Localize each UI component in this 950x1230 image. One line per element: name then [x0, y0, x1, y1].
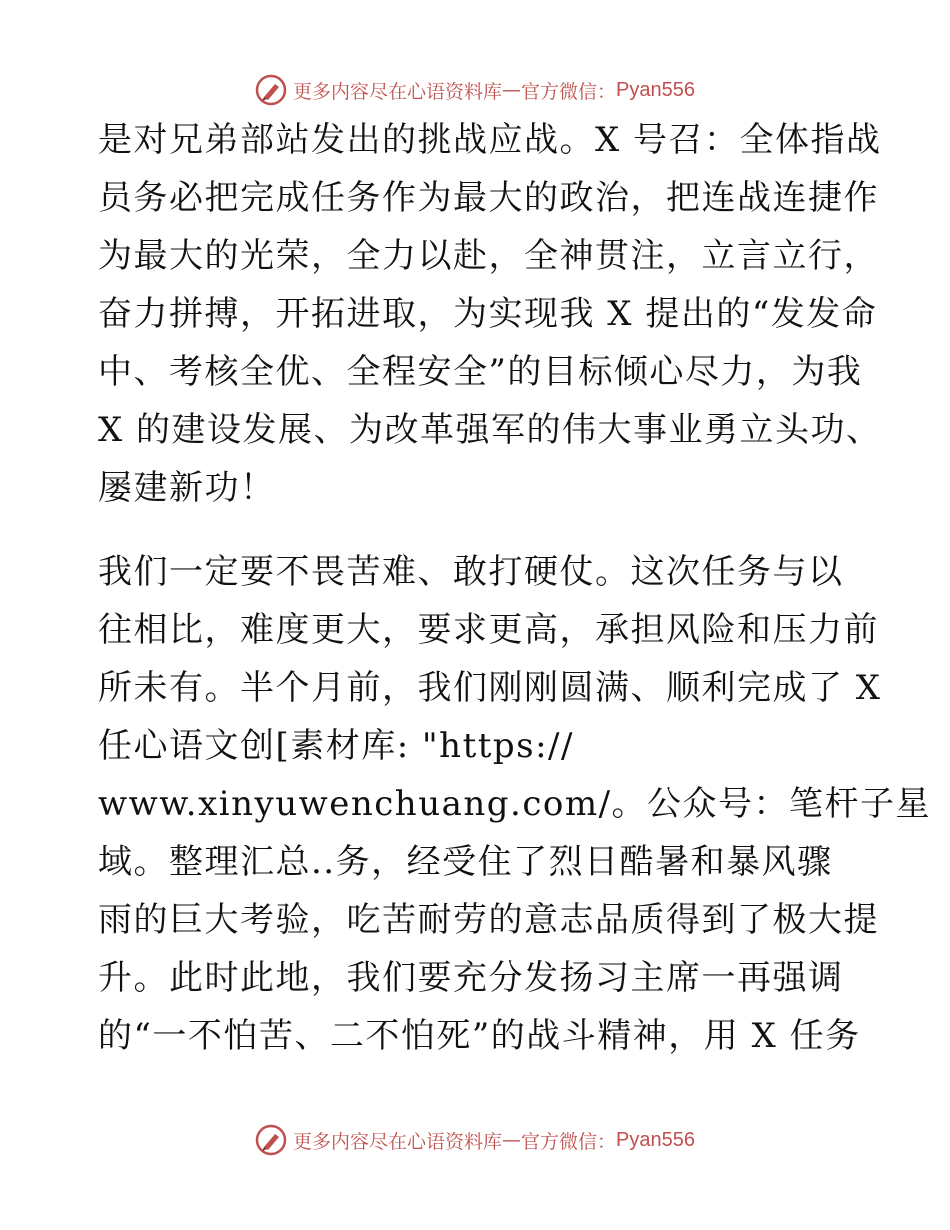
body-line: 是对兄弟部站发出的挑战应战。X 号召：全体指战: [98, 120, 882, 160]
body-line: 员务必把完成任务作为最大的政治，把连战连捷作: [98, 178, 879, 218]
footer-wechat-label: 官方微信：: [521, 1130, 617, 1153]
pen-logo-icon: [255, 1124, 287, 1156]
body-line: 屡建新功！: [98, 468, 276, 508]
header-site-text: 更多内容尽在心语资料库: [293, 80, 503, 103]
header-wechat-label: 官方微信：: [521, 80, 617, 103]
body-line: X 的建设发展、为改革强军的伟大事业勇立头功、: [98, 410, 882, 450]
body-line: 所未有。半个月前，我们刚刚圆满、顺利完成了 X: [98, 668, 882, 708]
body-line: 雨的巨大考验，吃苦耐劳的意志品质得到了极大提: [98, 900, 879, 940]
body-line: 中、考核全优、全程安全”的目标倾心尽力，为我: [98, 352, 863, 392]
body-line: 奋力拼搏，开拓进取，为实现我 X 提出的“发发命: [98, 294, 878, 334]
body-line: 往相比，难度更大，要求更高，承担风险和压力前: [98, 610, 879, 650]
footer-wechat-id: Pyan556: [616, 1128, 695, 1151]
body-line: 升。此时此地，我们要充分发扬习主席一再强调: [98, 958, 844, 998]
footer-banner: [0, 1120, 950, 1160]
header-wechat-id: Pyan556: [616, 78, 695, 101]
body-line: 任心语文创[素材库: "https://: [98, 726, 574, 766]
header-dash: —: [502, 79, 522, 101]
body-line: www.xinyuwenchuang.com/。公众号：笔杆子星: [98, 784, 932, 824]
header-banner: [0, 70, 950, 110]
body-line: 我们一定要不畏苦难、敢打硬仗。这次任务与以: [98, 552, 844, 592]
body-line: 为最大的光荣，全力以赴，全神贯注，立言立行，: [98, 236, 879, 276]
footer-site-text: 更多内容尽在心语资料库: [293, 1130, 503, 1153]
body-line: 的“一不怕苦、二不怕死”的战斗精神，用 X 任务: [98, 1016, 861, 1056]
pen-logo-icon: [255, 74, 287, 106]
footer-dash: —: [502, 1129, 522, 1151]
body-line: 域。整理汇总..务，经受住了烈日酷暑和暴风骤: [98, 842, 833, 882]
